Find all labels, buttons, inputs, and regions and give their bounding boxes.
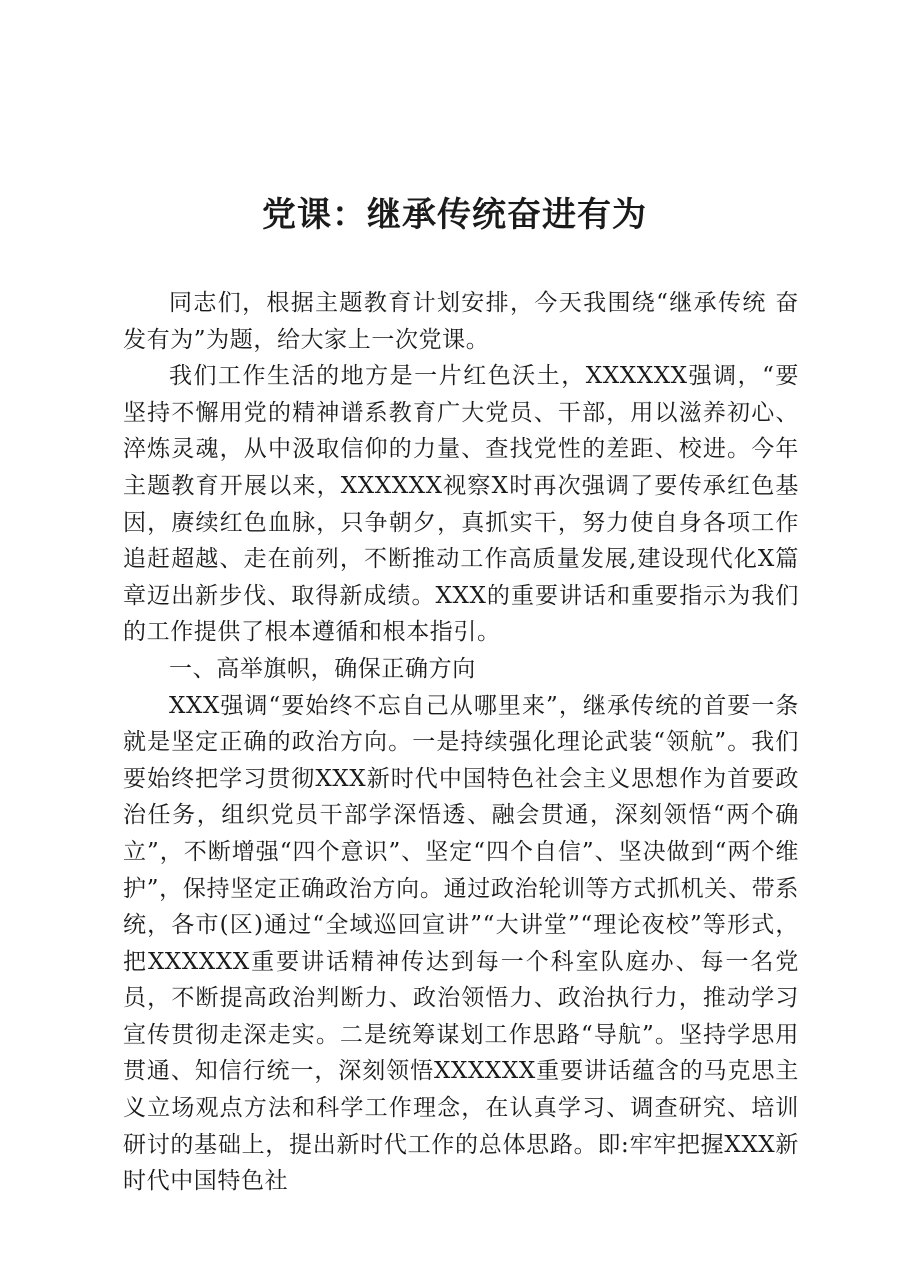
document-title: 党课：继承传统奋进有为: [262, 195, 647, 235]
document-body: [123, 285, 799, 1200]
paragraph-background: 我们工作生活的地方是一片红色沃土，XXXXXX强调，“要坚持不懈用党的精神谱系教育广大党员、干部，用以滋养初心、淬炼灵魂，从中汲取信仰的力量、查找党性的差距、校进。今年主题教育开展以来，XXXXXX视察X时再次强调了要传承红色基因，赓续红色血脉，只争朝夕，真抓实干，努力使自身各项工作追赶超越、走在前列，不断推动工作高质量发展,建设现代化X篇章迈出新步伐、取得新成绩。XXX的重要讲话和重要指示为我们的工作提供了根本遵循和根本指引。: [123, 363, 799, 646]
paragraph-intro: 同志们，根据主题教育计划安排，今天我围绕“继承传统 奋发有为”为题，给大家上一次党课。: [123, 290, 799, 353]
paragraph-section-1: XXX强调“要始终不忘自己从哪里来”，继承传统的首要一条就是坚定正确的政治方向。一是持续强化理论武装“领航”。我们要始终把学习贯彻XXX新时代中国特色社会主义思想作为首要政治任务，组织党员干部学深悟透、融会贯通，深刻领悟“两个确立”，不断增强“四个意识”、坚定“四个自信”、坚决做到“两个维护”，保持坚定正确政治方向。通过政治轮训等方式抓机关、带系统，各市(区)通过“全域巡回宣讲”“大讲堂”“理论夜校”等形式，把XXXXXX重要讲话精神传达到每一个科室队庭办、每一名党员，不断提高政治判断力、政治领悟力、政治执行力，推动学习宣传贯彻走深走实。二是统筹谋划工作思路“导航”。坚持学思用贯通、知信行统一，深刻领悟XXXXXX重要讲话蕴含的马克思主义立场观点方法和科学工作理念，在认真学习、调查研究、培训研讨的基础上，提出新时代工作的总体思路。即:牢牢把握XXX新时代中国特色社: [123, 692, 799, 1195]
section-heading-1: 一、高举旗帜，确保正确方向: [169, 655, 476, 682]
